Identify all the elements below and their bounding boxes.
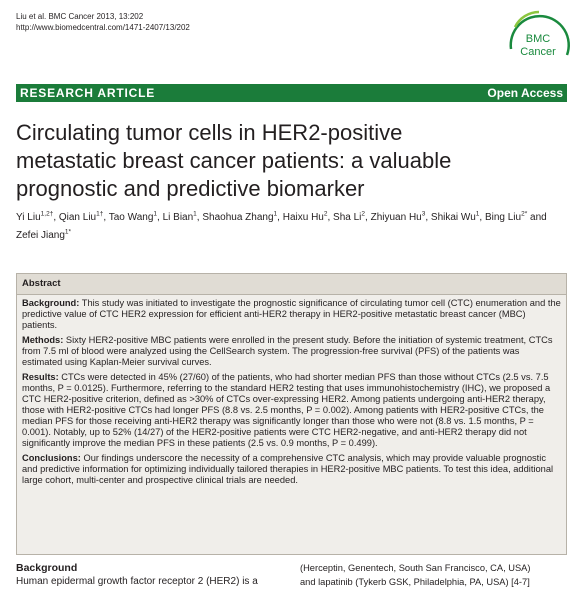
author-name[interactable]: Shaohua Zhang: [202, 212, 274, 223]
author-affiliation: 1*: [64, 228, 72, 236]
logo-text-bmc: BMC: [525, 33, 551, 45]
author-name[interactable]: Haixu Hu: [282, 212, 324, 223]
author-name[interactable]: Shikai Wu: [430, 212, 476, 223]
citation: [16, 11, 190, 33]
body-right-column: [300, 561, 568, 589]
author-affiliation: 2: [323, 210, 328, 218]
author-affiliation: 2*: [521, 210, 528, 218]
article-title: [16, 119, 567, 203]
section-label: Results:: [22, 372, 59, 382]
section-heading-background: Background: [16, 562, 78, 574]
citation-line: Liu et al. BMC Cancer 2013, 13:202: [16, 12, 144, 21]
author-list: Yi Liu$^{1,2\dagger}$, Qian Liu$^{1\dagger}$, Tao Wang$^1$, Li Bian$^1$, Shaohua Zhang$^1$, Haixu Hu$^2$, Sha Li$^2$, Zhiyuan Hu$^3$, Shikai Wu$^1$, Bing Liu$^{2*}$ and Zefei Jiang$^{1*}$: [16, 210, 547, 241]
abstract-results: [22, 372, 561, 449]
abstract-heading: Abstract: [17, 274, 566, 295]
section-label: Methods:: [22, 335, 64, 345]
body-text-line: (Herceptin, Genentech, South San Francisco, CA, USA): [300, 563, 531, 573]
open-access-label: Open Access: [487, 86, 563, 100]
section-label: Background:: [22, 298, 80, 308]
author-affiliation: 1: [475, 210, 480, 218]
section-text: Sixty HER2-positive MBC patients were enrolled in the present study. Before the initiation of systemic treatment, CTCs from 7.5 ml of blood were analyzed using the CellSearch system. The progression-free survival (PFS) of the patients was estimated using Kaplan-Meier survival curves.: [22, 335, 553, 367]
author-name[interactable]: Yi Liu: [16, 212, 41, 223]
logo-text-cancer: Cancer: [520, 46, 556, 58]
citation-url[interactable]: http://www.biomedcentral.com/1471-2407/13/202: [16, 23, 190, 32]
author-affiliation: 1†: [96, 210, 104, 218]
author-affiliation: 1: [193, 210, 197, 218]
author-name[interactable]: Zhiyuan Hu: [370, 212, 422, 223]
abstract-box: [16, 273, 567, 555]
author-name[interactable]: Qian Liu: [58, 212, 97, 223]
abstract-background: [22, 298, 561, 331]
author-affiliation: 1: [153, 210, 158, 218]
article-banner: [16, 84, 567, 102]
section-text: CTCs were detected in 45% (27/60) of the patients, who had shorter median PFS than those without CTCs (2.5 vs. 7.5 months, P = 0.0125). Furthermore, referring to the standard HER2 testing that uses immunohistochemistry (IHC), we proposed a CTC HER2-positive criterion, defined as >30% of CTCs over-expressing HER2. Among patients undergoing anti-HER2 therapy, those with HER2-positive CTCs had longer PFS (8.8 vs. 2.5 months, P = 0.002). Among patients with HER2-positive CTCs, the median PFS for those receiving anti-HER2 therapy was significantly longer than those who were not (8.8 vs. 1.5 months, P = 0.001). Notably, up to 52% (14/27) of the HER2-positive patients were CTC HER2-negative, and anti-HER2 therapy did not significantly improve the median PFS in these patients (2.5 vs. 0.9 months, P = 0.499).: [22, 372, 551, 448]
body-text-line: and lapatinib (Tykerb GSK, Philadelphia, PA, USA) [4-7]: [300, 577, 530, 587]
body-left-column: [16, 561, 284, 589]
section-label: Conclusions:: [22, 453, 81, 463]
bmc-cancer-logo[interactable]: [503, 5, 577, 75]
author-affiliation: 3: [421, 210, 426, 218]
section-text: Our findings underscore the necessity of a comprehensive CTC analysis, which may provide valuable prognostic and predictive information for optimizing individually tailored therapies in HER2-positive MBC patients. To test this idea, additional large cohort, multi-center and prospective clinical trials are needed.: [22, 453, 554, 485]
author-name[interactable]: Bing Liu: [484, 212, 522, 223]
title-line: prognostic and predictive biomarker: [16, 176, 365, 201]
author-name[interactable]: Sha Li: [333, 212, 362, 223]
article-type: RESEARCH ARTICLE: [20, 86, 156, 100]
author-name[interactable]: Zefei Jiang: [16, 230, 65, 241]
abstract-body: [17, 295, 566, 486]
author-name[interactable]: Tao Wang: [108, 212, 154, 223]
author-affiliation: 1: [273, 210, 278, 218]
abstract-methods: [22, 335, 561, 368]
abstract-conclusions: [22, 453, 561, 486]
title-line: metastatic breast cancer patients: a valuable: [16, 148, 452, 173]
body-text-line: Human epidermal growth factor receptor 2 (HER2) is a: [16, 576, 258, 587]
author-name[interactable]: Li Bian: [162, 212, 194, 223]
author-affiliation: 2: [361, 210, 366, 218]
author-affiliation: 1,2†: [40, 210, 54, 218]
section-text: This study was initiated to investigate the prognostic significance of circulating tumor cell (CTC) enumeration and the predictive value of CTC HER2 expression for efficient anti-HER2 therapy in HER2-positive metastatic breast cancer (MBC) patients.: [22, 298, 561, 330]
title-line: Circulating tumor cells in HER2-positive: [16, 120, 403, 145]
